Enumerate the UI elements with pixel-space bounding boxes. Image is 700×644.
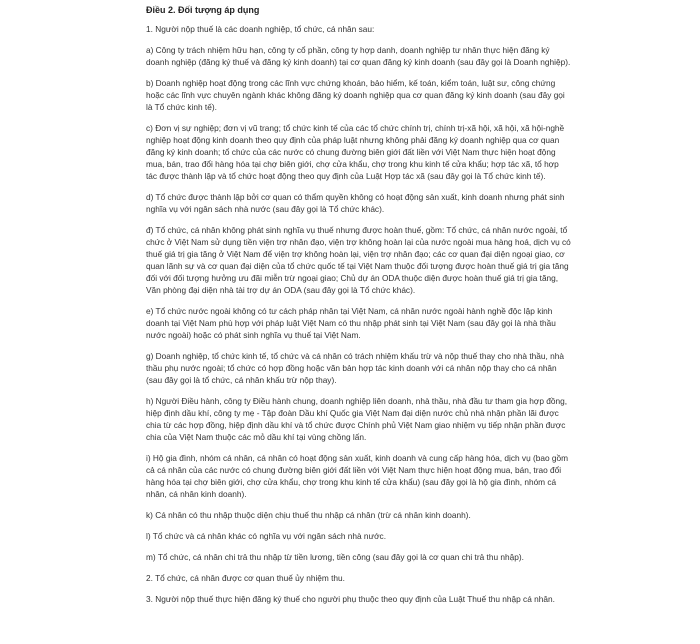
document-body <box>146 4 571 614</box>
paragraph-e: e) Tổ chức nước ngoài không có tư cách pháp nhân tại Việt Nam, cá nhân nước ngoài hành nghề độc lập kinh doanh tại Việt Nam phù hợp với pháp luật Việt Nam có thu nhập phát sinh tại Việt Nam (sau đây gọi là nhà thầu nước ngoài) hoặc có phát sinh nghĩa vụ thuế tại Việt Nam. <box>146 306 556 340</box>
paragraph-3: 3. Người nộp thuế thực hiện đăng ký thuế cho người phụ thuộc theo quy định của Luật Thuế thu nhập cá nhân. <box>146 594 555 604</box>
paragraph-c: c) Đơn vị sự nghiệp; đơn vị vũ trang; tổ chức kinh tế của các tổ chức chính trị, chính trị-xã hội, xã hội, xã hội-nghề nghiệp hoạt động kinh doanh theo quy định của pháp luật nhưng không phải đăng ký doanh nghiệp qua cơ quan đăng ký kinh doanh; tổ chức của các nước có chung đường biên giới đất liền với Việt Nam thực hiện hoạt động mua, bán, trao đổi hàng hóa tại chợ biên giới, chợ cửa khẩu, chợ trong khu kinh tế cửa khẩu; hợp tác xã, tổ hợp tác được thành lập và tổ chức hoạt động theo quy định của Luật Hợp tác xã (sau đây gọi là Tổ chức kinh tế). <box>146 123 565 181</box>
paragraph-a: a) Công ty trách nhiệm hữu hạn, công ty cổ phần, công ty hợp danh, doanh nghiệp tư nhân thực hiện đăng ký doanh nghiệp (đăng ký thuế và đăng ký kinh doanh) tại cơ quan đăng ký kinh doanh (sau đây gọi là Doanh nghiệp). <box>146 45 571 67</box>
paragraph-1: 1. Người nộp thuế là các doanh nghiệp, tổ chức, cá nhân sau: <box>146 24 375 34</box>
paragraph-h: h) Người Điều hành, công ty Điều hành chung, doanh nghiệp liên doanh, nhà thầu, nhà đầu tư tham gia hợp đồng, hiệp định dầu khí, công ty mẹ - Tập đoàn Dầu khí Quốc gia Việt Nam đại diện nước chủ nhà nhận phần lãi được chia từ các hợp đồng, hiệp định dầu khí và tổ chức được Chính phủ Việt Nam giao nhiệm vụ tiếp nhận phần được chia của Việt Nam thuộc các mỏ dầu khí tại vùng chồng lấn. <box>146 396 568 442</box>
paragraph-g: g) Doanh nghiệp, tổ chức kinh tế, tổ chức và cá nhân có trách nhiệm khấu trừ và nộp thuế thay cho nhà thầu, nhà thầu phụ nước ngoài; tổ chức có hợp đồng hoặc văn bản hợp tác kinh doanh với cá nhân nộp thay cho cá nhân (sau đây gọi là tổ chức, cá nhân khấu trừ nộp thay). <box>146 351 564 385</box>
paragraph-m: m) Tổ chức, cá nhân chi trả thu nhập từ tiền lương, tiền công (sau đây gọi là cơ quan chi trả thu nhập). <box>146 552 524 562</box>
paragraph-k: k) Cá nhân có thu nhập thuộc diện chịu thuế thu nhập cá nhân (trừ cá nhân kinh doanh). <box>146 510 471 520</box>
paragraph-l: l) Tổ chức và cá nhân khác có nghĩa vụ với ngân sách nhà nước. <box>146 531 386 541</box>
paragraph-i: i) Hộ gia đình, nhóm cá nhân, cá nhân có hoạt động sản xuất, kinh doanh và cung cấp hàng hóa, dịch vụ (bao gồm cả cá nhân của các nước có chung đường biên giới đất liền với Việt Nam thực hiện hoạt động mua, bán, trao đổi hàng hóa tại chợ biên giới, chợ cửa khẩu, chợ trong khu kinh tế cửa khẩu) (sau đây gọi là hộ gia đình, nhóm cá nhân, cá nhân kinh doanh). <box>146 453 569 499</box>
paragraph-dd: đ) Tổ chức, cá nhân không phát sinh nghĩa vụ thuế nhưng được hoàn thuế, gồm: Tổ chức, cá nhân nước ngoài, tổ chức ở Việt Nam sử dụng tiền viện trợ nhân đạo, viện trợ không hoàn lại của nước ngoài mua hàng hoá, dịch vụ có thuế giá trị gia tăng ở Việt Nam để viện trợ không hoàn lại, viện trợ nhân đạo; các cơ quan đại diện ngoại giao, cơ quan lãnh sự và cơ quan đại diện của tổ chức quốc tế tại Việt Nam thuộc đối tượng được hoàn thuế giá trị gia tăng đối với đối tượng hưởng ưu đãi miễn trừ ngoại giao; Chủ dự án ODA thuộc diện được hoàn thuế giá trị gia tăng, Văn phòng đại diện nhà tài trợ dự án ODA (sau đây gọi là Tổ chức khác). <box>146 225 571 295</box>
article-title: Điều 2. Đối tượng áp dụng <box>146 5 260 15</box>
paragraph-2: 2. Tổ chức, cá nhân được cơ quan thuế ủy nhiệm thu. <box>146 573 345 583</box>
paragraph-b: b) Doanh nghiệp hoạt động trong các lĩnh vực chứng khoán, bảo hiểm, kế toán, kiểm toán, luật sư, công chứng hoặc các lĩnh vực chuyên ngành khác không đăng ký doanh nghiệp qua cơ quan đăng ký kinh doanh (sau đây gọi là Tổ chức kinh tế). <box>146 78 565 112</box>
paragraph-d: d) Tổ chức được thành lập bởi cơ quan có thẩm quyền không có hoạt động sản xuất, kinh doanh nhưng phát sinh nghĩa vụ với ngân sách nhà nước (sau đây gọi là Tổ chức khác). <box>146 192 565 214</box>
